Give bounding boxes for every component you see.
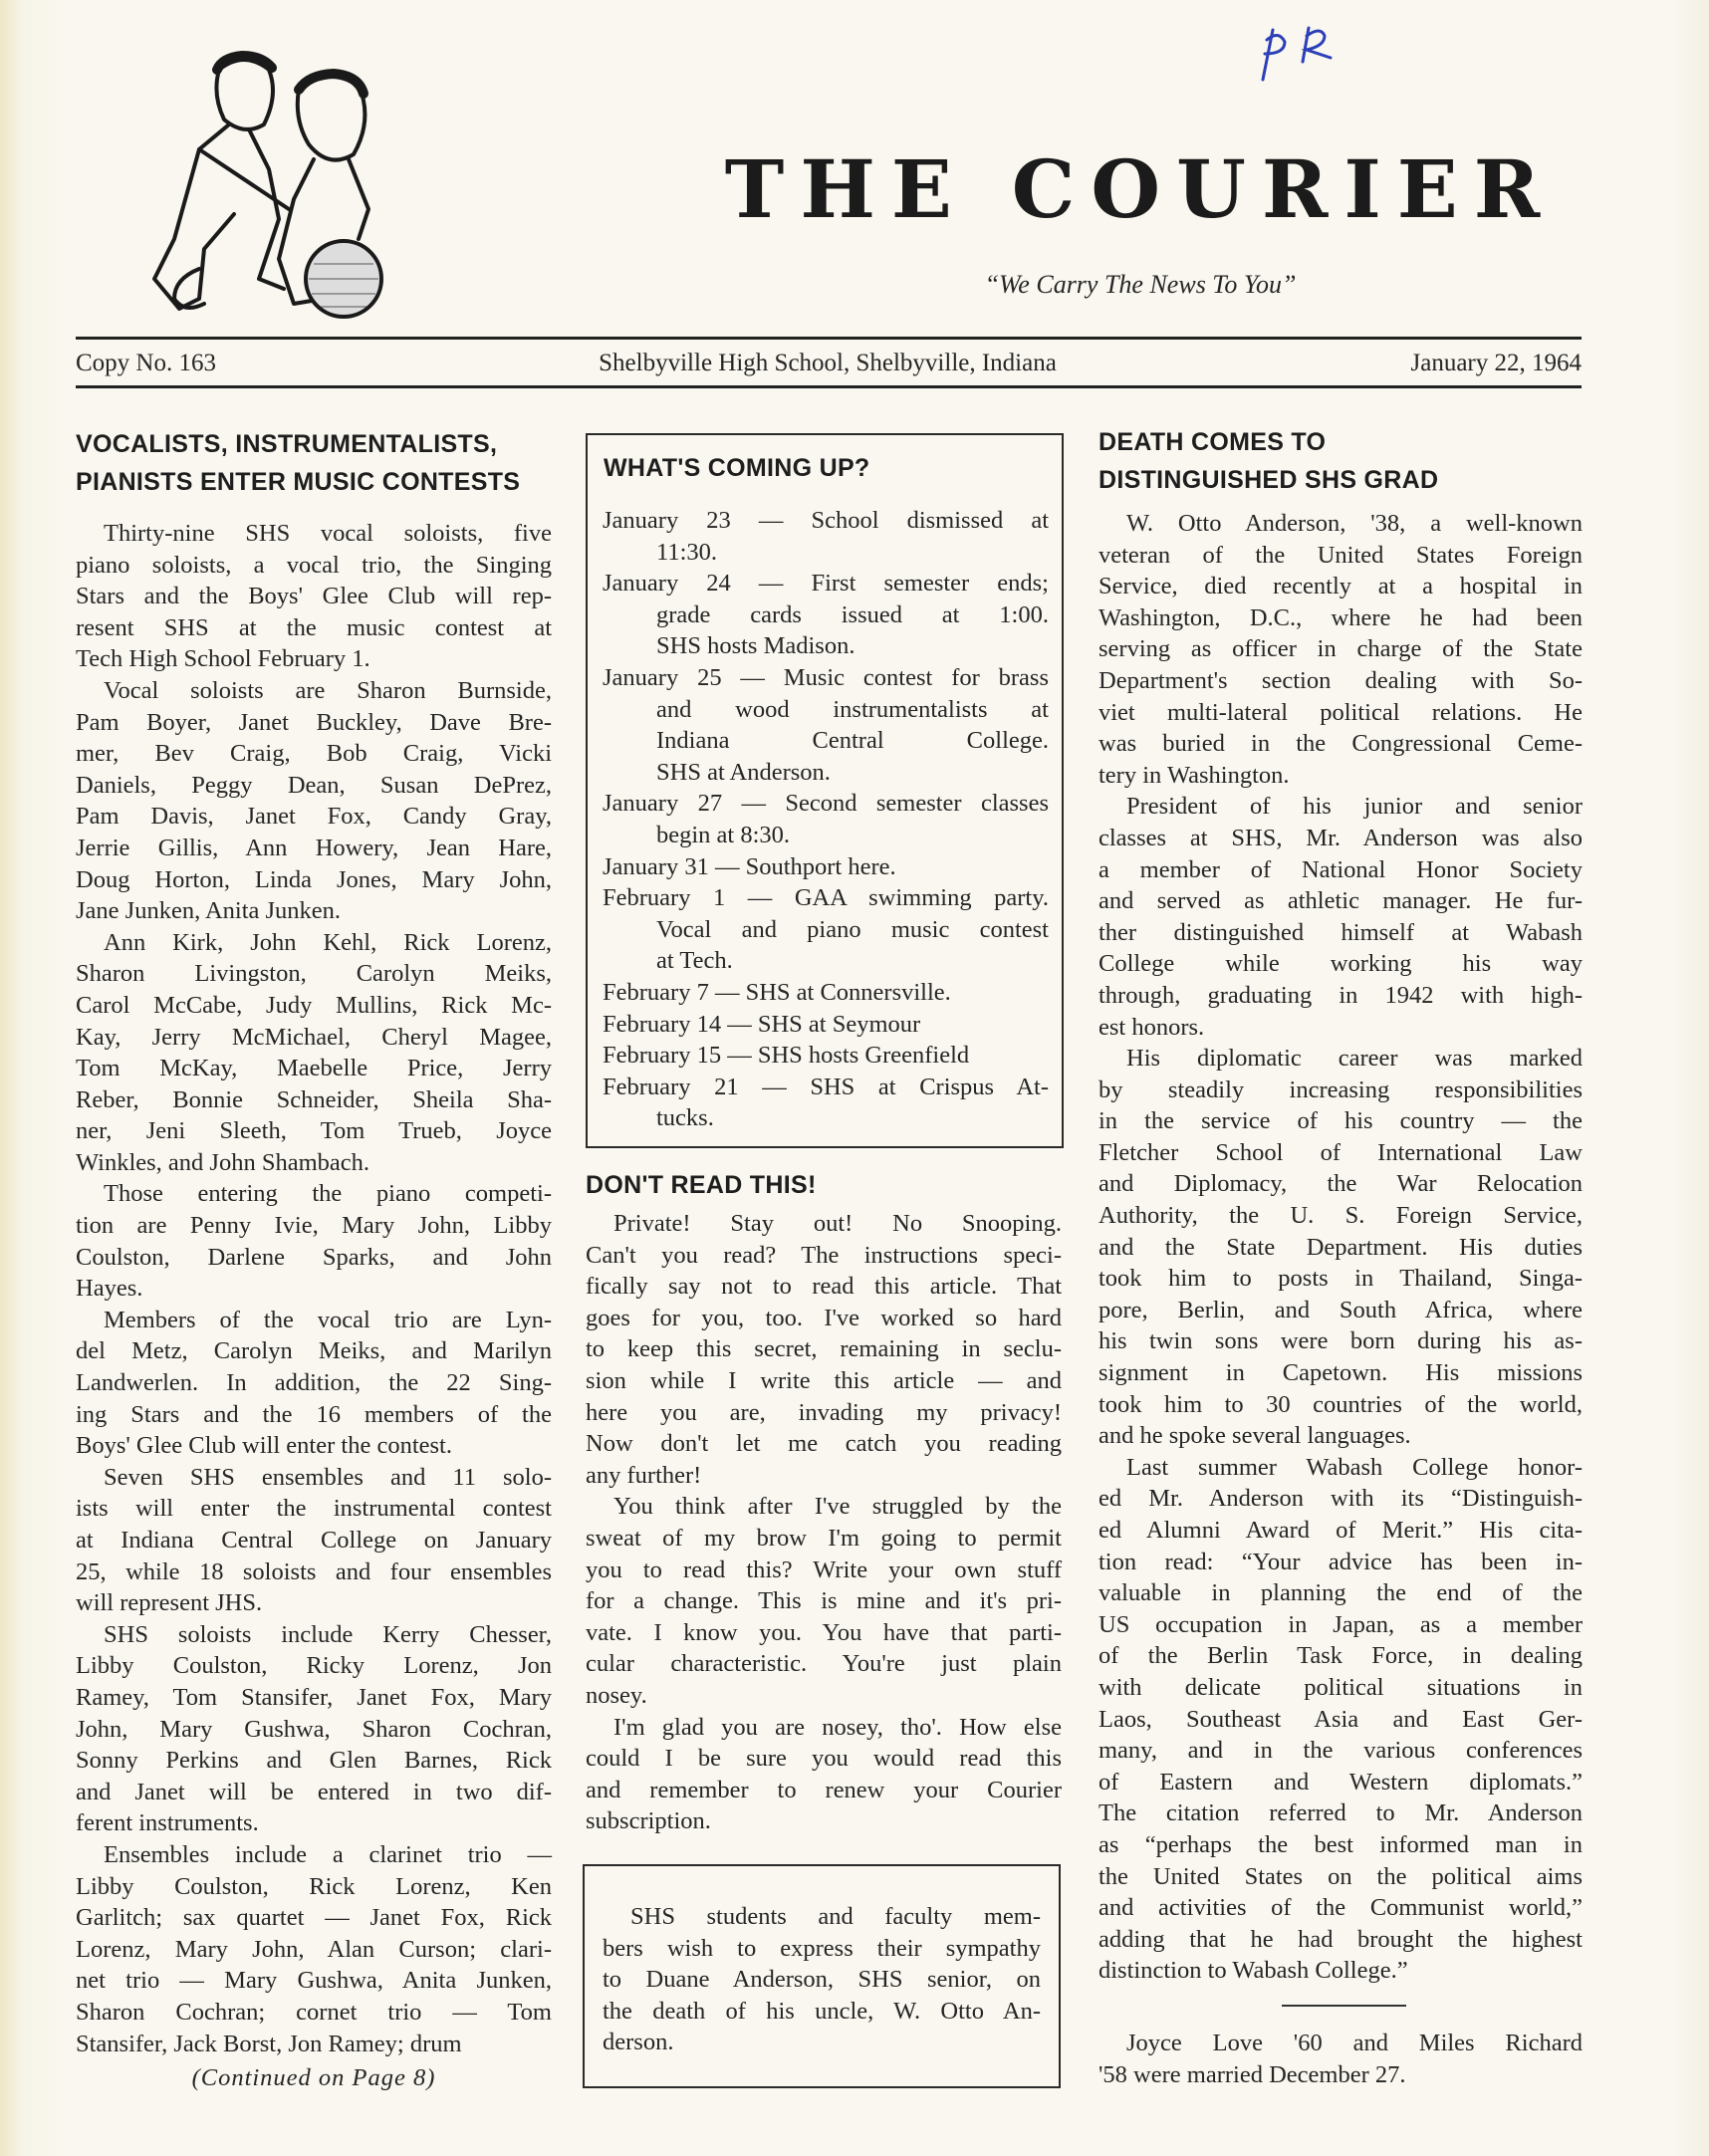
text-line: January 23 — School dismissed at xyxy=(603,507,1049,534)
paragraph xyxy=(1099,1452,1583,1987)
paragraph xyxy=(76,927,552,1179)
text-line: College while working his way xyxy=(1099,950,1583,978)
text-line: Private! Stay out! No Snooping. xyxy=(613,1210,1062,1237)
music-contest-headline xyxy=(76,425,552,501)
event-item xyxy=(603,1040,1049,1072)
text-line: I'm glad you are nosey, tho'. How else xyxy=(613,1713,1062,1741)
text-line: adding that he had brought the highest xyxy=(1099,1925,1583,1953)
text-line: for a change. This is mine and it's pri- xyxy=(586,1587,1062,1615)
text-line: and the State Department. His duties xyxy=(1099,1233,1583,1261)
text-line: SHS at Anderson. xyxy=(656,758,831,786)
newspaper-title: THE COURIER xyxy=(724,142,1557,236)
text-line: his twin sons were born during his as- xyxy=(1099,1327,1583,1355)
paragraph xyxy=(76,1619,552,1839)
text-line: net trio — Mary Gushwa, Anita Junken, xyxy=(76,1967,552,1995)
death-grad-article xyxy=(1099,508,1583,1987)
text-line: was buried in the Congressional Ceme- xyxy=(1099,730,1583,758)
text-line: Boys' Glee Club will enter the contest. xyxy=(76,1432,452,1460)
event-item xyxy=(603,977,1049,1009)
paragraph xyxy=(76,1178,552,1304)
text-line: Now don't let me catch you reading xyxy=(586,1430,1062,1458)
text-line: viet multi-lateral political relations. He xyxy=(1099,698,1583,726)
bottom-rule xyxy=(76,385,1582,388)
text-line: Last summer Wabash College honor- xyxy=(1126,1453,1583,1481)
whats-coming-up-box xyxy=(586,433,1064,1148)
text-line: ists will enter the instrumental contest xyxy=(76,1495,552,1523)
text-line: Libby Coulston, Rick Lorenz, Ken xyxy=(76,1872,552,1900)
text-line: Seven SHS ensembles and 11 solo- xyxy=(104,1463,552,1491)
text-line: Ensembles include a clarinet trio — xyxy=(104,1840,552,1868)
text-line: cular characteristic. You're just plain xyxy=(586,1650,1062,1678)
text-line: Tech High School February 1. xyxy=(76,645,370,673)
text-line: Daniels, Peggy Dean, Susan DePrez, xyxy=(76,771,552,799)
dont-read-heading: DON'T READ THIS! xyxy=(586,1171,817,1199)
text-line: at Tech. xyxy=(656,947,733,975)
paragraph xyxy=(76,675,552,927)
paragraph xyxy=(586,1208,1062,1491)
paragraph xyxy=(76,1839,552,2059)
text-line: Fletcher School of International Law xyxy=(1099,1138,1583,1166)
text-line: and activities of the Communist world,” xyxy=(1099,1894,1583,1922)
text-line: Sharon Livingston, Carolyn Meiks, xyxy=(76,960,552,988)
text-line: with delicate political situations in xyxy=(1099,1673,1583,1701)
text-line: and Janet will be entered in two dif- xyxy=(76,1778,552,1805)
text-line: through, graduating in 1942 with high- xyxy=(1099,981,1583,1009)
text-line: Reber, Bonnie Schneider, Sheila Sha- xyxy=(76,1085,552,1113)
text-line: January 27 — Second semester classes xyxy=(603,790,1049,818)
text-line: February 21 — SHS at Crispus At- xyxy=(603,1073,1049,1100)
text-line: of Eastern and Western diplomats.” xyxy=(1099,1768,1583,1796)
text-line: begin at 8:30. xyxy=(656,821,791,848)
event-item xyxy=(603,851,1049,883)
top-rule xyxy=(76,337,1582,340)
text-line: the death of his uncle, W. Otto An- xyxy=(603,1997,1041,2025)
event-item xyxy=(603,1072,1049,1134)
text-line: ferent instruments. xyxy=(76,1809,259,1837)
text-line: Members of the vocal trio are Lyn- xyxy=(104,1306,552,1333)
text-line: to keep this secret, remaining in seclu- xyxy=(586,1335,1062,1363)
text-line: subscription. xyxy=(586,1807,711,1835)
text-line: Jane Junken, Anita Junken. xyxy=(76,897,342,925)
issue-date: January 22, 1964 xyxy=(1410,350,1582,376)
text-line: Sonny Perkins and Glen Barnes, Rick xyxy=(76,1747,552,1775)
text-line: and Diplomacy, the War Relocation xyxy=(1099,1170,1583,1198)
text-line: Carol McCabe, Judy Mullins, Rick Mc- xyxy=(76,991,552,1019)
paragraph xyxy=(76,1462,552,1619)
text-line: January 31 — Southport here. xyxy=(603,852,896,880)
text-line: Landwerlen. In addition, the 22 Sing- xyxy=(76,1369,552,1397)
events-list xyxy=(603,505,1049,1134)
text-line: ed Alumni Award of Merit.” His cita- xyxy=(1099,1517,1583,1544)
text-line: Coulston, Darlene Sparks, and John xyxy=(76,1243,552,1271)
text-line: Joyce Love '60 and Miles Richard xyxy=(1126,2030,1583,2056)
text-line: Doug Horton, Linda Jones, Mary John, xyxy=(76,865,552,893)
text-line: in the service of his country — the xyxy=(1099,1107,1583,1135)
text-line: Ann Kirk, John Kehl, Rick Lorenz, xyxy=(104,928,552,956)
paragraph xyxy=(76,518,552,675)
text-line: US occupation in Japan, as a member xyxy=(1099,1610,1583,1638)
text-line: February 1 — GAA swimming party. xyxy=(603,884,1049,912)
text-line: will represent JHS. xyxy=(76,1589,263,1617)
text-line: February 14 — SHS at Seymour xyxy=(603,1010,921,1038)
paragraph xyxy=(1099,1043,1583,1452)
text-line: Those entering the piano competi- xyxy=(104,1180,552,1208)
text-line: SHS soloists include Kerry Chesser, xyxy=(104,1620,552,1648)
marriage-note xyxy=(1099,2028,1583,2090)
headline-line: VOCALISTS, INSTRUMENTALISTS, xyxy=(76,430,498,458)
text-line: valuable in planning the end of the xyxy=(1099,1579,1583,1607)
text-line: distinction to Wabash College.” xyxy=(1099,1957,1408,1985)
text-line: Garlitch; sax quartet — Janet Fox, Rick xyxy=(76,1904,552,1932)
text-line: took him to 30 countries of the world, xyxy=(1099,1390,1583,1418)
text-line: Hayes. xyxy=(76,1275,143,1303)
paragraph xyxy=(1099,2028,1583,2090)
continued-note: (Continued on Page 8) xyxy=(191,2064,436,2091)
sympathy-message xyxy=(603,1901,1041,2058)
text-line: Service, died recently at a hospital in xyxy=(1099,573,1583,600)
text-line: est honors. xyxy=(1099,1013,1205,1041)
text-line: piano soloists, a vocal trio, the Singing xyxy=(76,551,552,579)
sympathy-box xyxy=(583,1864,1061,2088)
event-item xyxy=(603,1009,1049,1041)
text-line: classes at SHS, Mr. Anderson was also xyxy=(1099,824,1583,851)
text-line: President of his junior and senior xyxy=(1126,793,1583,821)
text-line: resent SHS at the music contest at xyxy=(76,613,552,641)
text-line: nosey. xyxy=(586,1681,647,1709)
text-line: you to read this? Write your own stuff xyxy=(586,1556,1062,1583)
text-line: ner, Jeni Sleeth, Tom Trueb, Joyce xyxy=(76,1117,552,1145)
paragraph xyxy=(586,1712,1062,1837)
separator-rule xyxy=(1282,2005,1406,2007)
text-line: Pam Boyer, Janet Buckley, Dave Bre- xyxy=(76,708,552,736)
text-line: a member of National Honor Society xyxy=(1099,855,1583,883)
text-line: tion read: “Your advice has been in- xyxy=(1099,1548,1583,1575)
text-line: grade cards issued at 1:00. xyxy=(656,600,1049,628)
headline-line: DEATH COMES TO xyxy=(1099,428,1327,456)
copy-number: Copy No. 163 xyxy=(76,350,216,376)
text-line: Vocal and piano music contest xyxy=(656,915,1049,943)
text-line: sion while I write this article — and xyxy=(586,1366,1062,1394)
event-item xyxy=(603,882,1049,977)
text-line: derson. xyxy=(603,2029,674,2056)
text-line: Libby Coulston, Ricky Lorenz, Jon xyxy=(76,1652,552,1680)
text-line: W. Otto Anderson, '38, a well-known xyxy=(1126,510,1583,537)
text-line: ed Mr. Anderson with its “Distinguish- xyxy=(1099,1485,1583,1513)
text-line: to Duane Anderson, SHS senior, on xyxy=(603,1966,1041,1994)
text-line: and remember to renew your Courier xyxy=(586,1776,1062,1803)
school-name: Shelbyville High School, Shelbyville, Indiana xyxy=(599,350,1057,376)
text-line: ing Stars and the 16 members of the xyxy=(76,1400,552,1428)
text-line: Lorenz, Mary John, Alan Curson; clari- xyxy=(76,1935,552,1963)
text-line: tion are Penny Ivie, Mary John, Libby xyxy=(76,1212,552,1240)
text-line: by steadily increasing responsibilities xyxy=(1099,1076,1583,1103)
text-line: could I be sure you would read this xyxy=(586,1745,1062,1773)
text-line: and wood instrumentalists at xyxy=(656,695,1049,723)
text-line: serving as officer in charge of the State xyxy=(1099,635,1583,663)
text-line: ther distinguished himself at Wabash xyxy=(1099,918,1583,946)
text-line: January 25 — Music contest for brass xyxy=(603,663,1049,691)
text-line: Indiana Central College. xyxy=(656,727,1049,755)
music-contest-article xyxy=(76,518,552,2059)
text-line: Stars and the Boys' Glee Club will rep- xyxy=(76,583,552,610)
text-line: the United States on the political aims xyxy=(1099,1862,1583,1890)
text-line: fically say not to read this article. That xyxy=(586,1273,1062,1301)
paragraph xyxy=(76,1305,552,1462)
text-line: 11:30. xyxy=(656,538,718,566)
text-line: January 24 — First semester ends; xyxy=(603,570,1049,598)
event-item xyxy=(603,568,1049,662)
text-line: February 7 — SHS at Connersville. xyxy=(603,978,951,1006)
text-line: bers wish to express their sympathy xyxy=(603,1934,1041,1962)
text-line: The citation referred to Mr. Anderson xyxy=(1099,1799,1583,1827)
text-line: You think after I've struggled by the xyxy=(613,1493,1062,1521)
paragraph xyxy=(1099,791,1583,1043)
text-line: any further! xyxy=(586,1461,702,1489)
text-line: veteran of the United States Foreign xyxy=(1099,541,1583,569)
event-item xyxy=(603,505,1049,568)
handwritten-note xyxy=(1257,22,1356,84)
text-line: signment in Capetown. His missions xyxy=(1099,1359,1583,1387)
text-line: and he spoke several languages. xyxy=(1099,1422,1411,1450)
text-line: Ramey, Tom Stansifer, Janet Fox, Mary xyxy=(76,1683,552,1711)
text-line: Authority, the U. S. Foreign Service, xyxy=(1099,1202,1583,1230)
text-line: goes for you, too. I've worked so hard xyxy=(586,1304,1062,1331)
text-line: Department's section dealing with So- xyxy=(1099,666,1583,694)
paragraph xyxy=(603,1901,1041,2058)
text-line: sweat of my brow I'm going to permit xyxy=(586,1524,1062,1552)
text-line: at Indiana Central College on January xyxy=(76,1527,552,1554)
headline-line: DISTINGUISHED SHS GRAD xyxy=(1099,466,1439,494)
text-line: Vocal soloists are Sharon Burnside, xyxy=(104,676,552,704)
text-line: His diplomatic career was marked xyxy=(1126,1045,1583,1073)
text-line: mer, Bev Craig, Bob Craig, Vicki xyxy=(76,740,552,768)
text-line: of the Berlin Task Force, in dealing xyxy=(1099,1642,1583,1670)
whats-coming-up-heading: WHAT'S COMING UP? xyxy=(604,454,870,482)
text-line: Pam Davis, Janet Fox, Candy Gray, xyxy=(76,803,552,831)
dont-read-article xyxy=(586,1208,1062,1837)
text-line: tucks. xyxy=(656,1104,714,1132)
text-line: SHS hosts Madison. xyxy=(656,632,855,660)
text-line: vate. I know you. You have that parti- xyxy=(586,1618,1062,1646)
text-line: John, Mary Gushwa, Sharon Cochran, xyxy=(76,1715,552,1743)
text-line: Tom McKay, Maebelle Price, Jerry xyxy=(76,1055,552,1082)
text-line: pore, Berlin, and South Africa, where xyxy=(1099,1296,1583,1323)
death-grad-headline xyxy=(1099,423,1583,499)
headline-line: PIANISTS ENTER MUSIC CONTESTS xyxy=(76,468,521,496)
text-line: del Metz, Carolyn Meiks, and Marilyn xyxy=(76,1337,552,1365)
text-line: Jerrie Gillis, Ann Howery, Jean Hare, xyxy=(76,834,552,861)
text-line: Can't you read? The instructions speci- xyxy=(586,1241,1062,1269)
text-line: Sharon Cochran; cornet trio — Tom xyxy=(76,1998,552,2026)
text-line: as “perhaps the best informed man in xyxy=(1099,1830,1583,1858)
text-line: here you are, invading my privacy! xyxy=(586,1398,1062,1426)
text-line: February 15 — SHS hosts Greenfield xyxy=(603,1042,970,1070)
text-line: Winkles, and John Shambach. xyxy=(76,1148,370,1176)
text-line: 25, while 18 soloists and four ensembles xyxy=(76,1557,552,1585)
text-line: Stansifer, Jack Borst, Jon Ramey; drum xyxy=(76,2030,462,2057)
text-line: Washington, D.C., where he had been xyxy=(1099,603,1583,631)
event-item xyxy=(603,788,1049,850)
paragraph xyxy=(1099,508,1583,791)
text-line: Kay, Jerry McMichael, Cheryl Magee, xyxy=(76,1023,552,1051)
tagline: “We Carry The News To You” xyxy=(984,270,1297,299)
text-line: '58 were married December 27. xyxy=(1099,2060,1406,2088)
text-line: SHS students and faculty mem- xyxy=(630,1903,1041,1930)
text-line: tery in Washington. xyxy=(1099,761,1290,789)
text-line: took him to posts in Thailand, Singa- xyxy=(1099,1265,1583,1293)
event-item xyxy=(603,662,1049,788)
text-line: Thirty-nine SHS vocal soloists, five xyxy=(104,520,552,547)
text-line: and served as athletic manager. He fur- xyxy=(1099,887,1583,915)
paragraph xyxy=(586,1491,1062,1711)
basketball-players-illustration xyxy=(100,30,418,329)
text-line: many, and in the various conferences xyxy=(1099,1737,1583,1765)
text-line: Laos, Southeast Asia and East Ger- xyxy=(1099,1705,1583,1733)
